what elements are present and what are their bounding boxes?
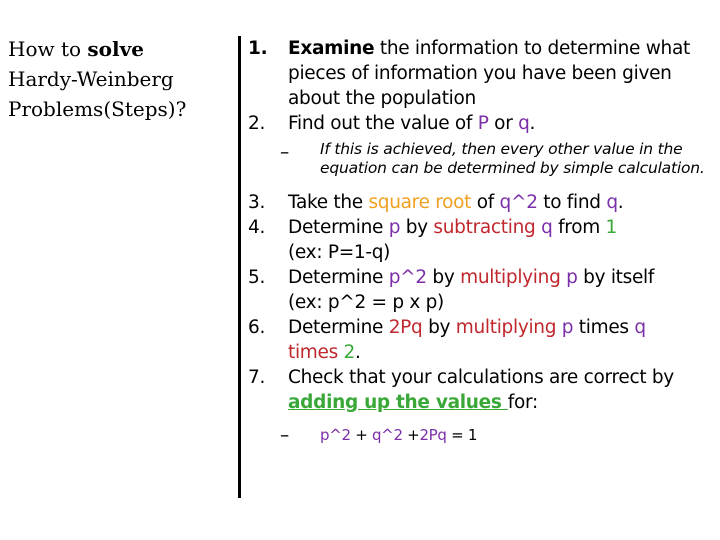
step-2: 2. Find out the value of P or q. bbox=[248, 113, 536, 134]
title-line-2: Hardy-Weinberg bbox=[8, 67, 174, 91]
step-5: 5. Determine p^2 by multiplying p by itself (ex: p^2 = p x p) bbox=[248, 267, 655, 313]
step-number: 1. bbox=[248, 38, 268, 59]
step-4: 4. Determine p by subtracting q from 1 (ex: P=1-q) bbox=[248, 217, 618, 263]
vertical-divider bbox=[238, 36, 241, 498]
step-number: 5. bbox=[248, 267, 266, 288]
title-bold-word: solve bbox=[87, 37, 144, 61]
step-1: 1. Examine the information to determine what pieces of information you have been given about the population bbox=[248, 38, 690, 109]
step-number: 4. bbox=[248, 217, 266, 238]
step-number: 6. bbox=[248, 317, 266, 338]
step-number: 7. bbox=[248, 367, 266, 388]
bullet-dash: – bbox=[280, 142, 289, 163]
title-line-1: How to solve bbox=[8, 37, 144, 61]
title-line-3: Problems(Steps)? bbox=[8, 97, 187, 121]
step-2-note: – If this is achieved, then every other value in the equation can be determined by simple calculation. bbox=[280, 140, 705, 177]
equation-line: – p^2 + q^2 +2Pq = 1 bbox=[280, 425, 478, 446]
step-7: 7. Check that your calculations are correct by adding up the values for: bbox=[248, 367, 674, 413]
step-3: 3. Take the square root of q^2 to find q. bbox=[248, 192, 624, 213]
step-number: 3. bbox=[248, 192, 266, 213]
slide-title bbox=[8, 34, 230, 124]
step-6: 6. Determine 2Pq by multiplying p times q times 2. bbox=[248, 317, 646, 363]
steps-list bbox=[248, 36, 718, 448]
adding-up-link[interactable]: adding up the values bbox=[288, 392, 508, 413]
step-number: 2. bbox=[248, 113, 266, 134]
bullet-dash: – bbox=[280, 425, 289, 446]
